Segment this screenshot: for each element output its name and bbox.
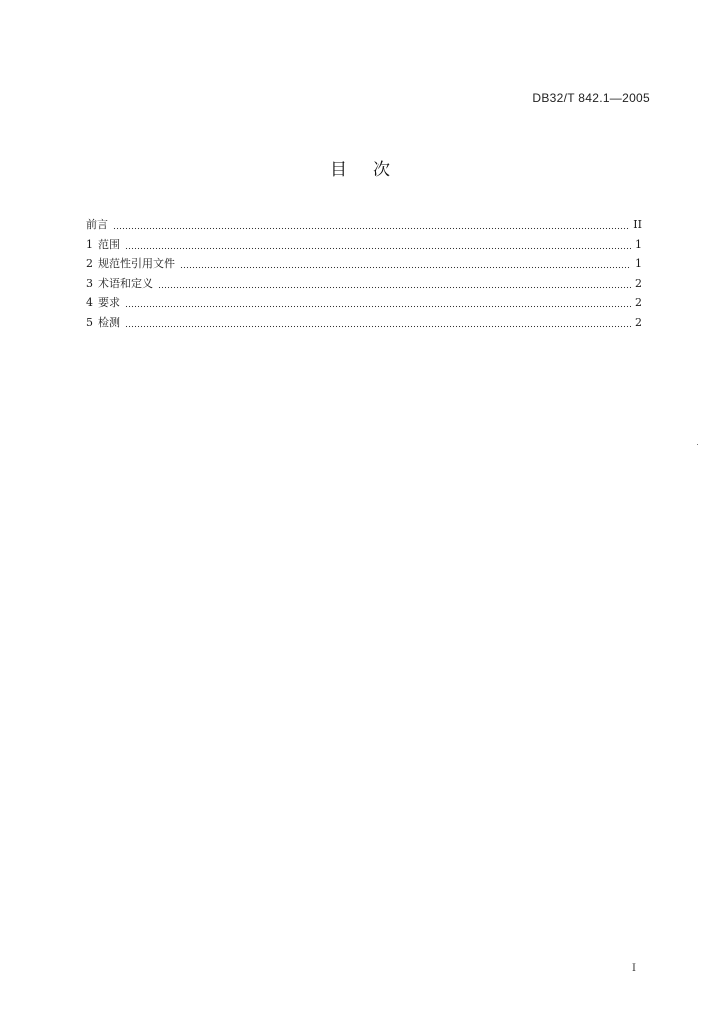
toc-entry-label: 要求 [98, 296, 120, 309]
toc-leader-dots [113, 215, 630, 235]
document-code: DB32/T 842.1—2005 [532, 91, 650, 105]
toc-entry-scope[interactable] [86, 235, 642, 255]
toc-entry-normative-references[interactable] [86, 254, 642, 274]
toc-entry-label: 前言 [86, 218, 108, 231]
table-of-contents [86, 215, 642, 332]
toc-entry-label: 范围 [98, 237, 120, 251]
toc-entry-page: 2 [635, 276, 642, 290]
toc-entry-label: 术语和定义 [98, 276, 153, 290]
toc-entry-number: 5 [86, 315, 93, 329]
toc-entry-label: 规范性引用文件 [98, 257, 175, 270]
toc-entry-requirements[interactable] [86, 293, 642, 313]
toc-entry-label: 检测 [98, 315, 120, 329]
toc-entry-number: 3 [86, 276, 93, 290]
toc-entry-page: 1 [635, 257, 642, 270]
toc-leader-dots [158, 274, 631, 294]
footer-page-number: I [632, 963, 636, 974]
toc-entry-number: 4 [86, 296, 93, 309]
toc-entry-page: II [633, 218, 642, 231]
toc-entry-number: 2 [86, 257, 93, 270]
toc-leader-dots [125, 235, 631, 255]
scan-speck [697, 444, 698, 445]
toc-leader-dots [125, 313, 631, 333]
toc-entry-terms-definitions[interactable] [86, 274, 642, 294]
toc-entry-page: 1 [635, 237, 642, 251]
toc-entry-foreword[interactable] [86, 215, 642, 235]
toc-entry-testing[interactable] [86, 313, 642, 333]
toc-leader-dots [125, 293, 631, 313]
toc-entry-number: 1 [86, 237, 93, 251]
toc-entry-page: 2 [635, 296, 642, 309]
toc-leader-dots [180, 254, 631, 274]
page-title: 目次 [330, 160, 416, 180]
toc-entry-page: 2 [635, 315, 642, 329]
